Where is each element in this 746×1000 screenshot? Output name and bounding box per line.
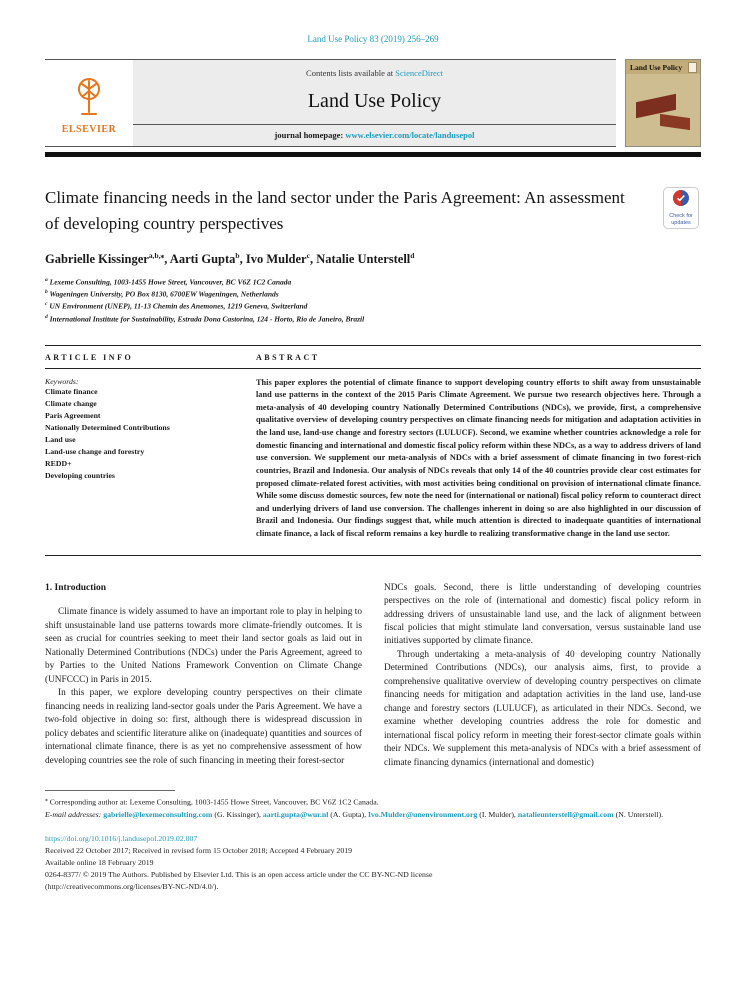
affiliation: $^b$ Wageningen University, PO Box 8130, 6700EW Wageningen, Netherlands: [45, 289, 279, 299]
email-link[interactable]: gabrielle@lexemeconsulting.com: [103, 809, 213, 819]
author: Aarti Gupta$^b$,: [169, 251, 246, 267]
keyword: Developing countries: [45, 471, 115, 481]
paragraph: In this paper, we explore developing country perspectives on their climate financing needs in realizing land-sector goals under the Paris Agreement. We have a two-fold objective in doing so: first, although there is widespread discussion in policy debates and scientific literature alike on (inadequate) quantities and sources of international climate finance, there is as yet no comprehensive assessment of how developing countries see the role of such financing in meeting their forest-sector: [45, 688, 362, 766]
footnote-block: [45, 790, 701, 821]
keyword: Land use: [45, 434, 76, 444]
affiliation-list: [45, 276, 701, 325]
affiliation: $^d$ International Institute for Sustainability, Estrada Dona Castorina, 124 - Horto, Rio de Janeiro, Brazil: [45, 313, 365, 324]
homepage-line: [133, 124, 616, 146]
sciencedirect-link[interactable]: ScienceDirect: [395, 68, 443, 78]
header-divider-bar: [45, 152, 701, 157]
cover-title: Land Use Policy: [626, 60, 700, 74]
article-info-heading: ARTICLE INFO: [45, 352, 134, 362]
journal-title: Land Use Policy: [307, 89, 442, 112]
article-info-abstract-section: [45, 345, 701, 556]
elsevier-logo[interactable]: [45, 60, 133, 146]
paragraph: Climate finance is widely assumed to have an important role to play in helping to shift unsustainable land use patterns towards more climate-friendly outcomes. It is seen as crucial for countries seeking to meet their land sector goals as laid out in Nationally Determined Contributions (NDCs) under the Paris Agreement, agreed to by Parties to the United Nations Framework Convention on Climate Change (UNFCCC) in Paris in 2015.: [45, 607, 362, 685]
abstract-text: This paper explores the potential of climate finance to support developing country efforts to shift away from unsustainable land use patterns in the context of the 2015 Paris Climate Agreement. We pursue two research objectives here. Through a meta-analysis of 40 developing country Nationally Determined Contributions (NDCs), we provide, first, a comprehensive qualitative overview of developing country perspectives on climate financing needs for mitigation and adaptation activities in the land use, land-use change and forestry sectors (LULUCF). Second, we examine whether countries acknowledge a role for domestic financing and international and domestic fiscal policy reform within these NDCs, as a way to address drivers of land use conversion. We supplement our meta-analysis of NDCs with a brief assessment of climate financing in two forest-rich countries, Brazil and Indonesia. Our analysis of NDCs reveals that only 14 of the 40 countries provide clear cost estimates for proposed climate-related forest activities, with most activities being conditional on provision of international climate finance. While some discuss domestic sources, few note the need for (international or national) fiscal policy reform to counteract direct and underlying drivers of land use conversion. The challenges inherent in doing so are also highlighted in our discussion of Brazil and Indonesia. Our findings suggest that, while much attention is directed to inadequate quantities of international climate finance, a lack of fiscal reform remains a key hurdle to realizing transformative change in the land use sector.: [256, 377, 701, 538]
email-link[interactable]: natalieunterstell@gmail.com: [517, 809, 614, 819]
homepage-link[interactable]: www.elsevier.com/locate/landusepol: [345, 130, 475, 140]
email-link[interactable]: Ivo.Mulder@unenvironment.org: [367, 809, 478, 819]
keyword: Climate change: [45, 398, 97, 408]
crossmark-icon: [673, 190, 689, 211]
meta-body-row: [45, 369, 701, 556]
doi-link[interactable]: https://doi.org/10.1016/j.landusepol.2019.02.007: [45, 833, 198, 843]
article-title: Climate financing needs in the land sector under the Paris Agreement: An assessment of developing country perspectives: [45, 188, 625, 233]
check-badge-label: Check for updates: [669, 212, 693, 226]
affiliation: $^c$ UN Environment (UNEP), 11-13 Chemin des Anemones, 1219 Geneva, Switzerland: [45, 301, 308, 311]
contents-prefix: Contents lists available at: [306, 68, 396, 78]
elsevier-wordmark: ELSEVIER: [61, 124, 117, 135]
elsevier-tree-icon: [71, 75, 107, 122]
banner-main: [45, 59, 616, 147]
left-column: [45, 582, 362, 771]
paragraph: Through undertaking a meta-analysis of 40 developing country Nationally Determined Contributions (NDCs), our analysis aims, first, to provide a comprehensive qualitative overview of developing country perspectives on climate financing needs for mitigation and adaptation activities in the land use, land-use change and forestry sectors (LULUCF), as articulated in their NDCs. Second, we examine whether developing countries address the role for domestic and international fiscal policy reform in meeting their forest-sector climate goals within their NDCs. We supplement this meta-analysis of NDCs with a brief assessment of climate financing dynamics (international and domestic): [384, 649, 701, 768]
email-addresses-note: E-mail addresses: gabrielle@lexemeconsulting.com (G. Kissinger), aarti.gupta@wur.nl (A. Gupta), Ivo.Mulder@unenvironment.org (I. Mulder), natalieunterstell@gmail.com (N. Unterstell).: [45, 809, 664, 819]
cover-art-shape: [660, 114, 690, 130]
keywords-block: [45, 377, 240, 541]
contents-line: [306, 68, 443, 78]
main-text: [45, 582, 701, 771]
received-dates: Received 22 October 2017; Received in revised form 15 October 2018; Accepted 4 February 2019: [45, 845, 353, 855]
footnote-rule: [45, 790, 175, 791]
keyword: Nationally Determined Contributions: [45, 422, 170, 432]
meta-headings-row: [45, 346, 701, 369]
author: Ivo Mulder$^c$,: [245, 251, 317, 267]
journal-citation: Land Use Policy 83 (2019) 256–269: [307, 34, 439, 44]
title-block: [45, 185, 701, 236]
check-for-updates-badge[interactable]: [663, 187, 699, 229]
journal-banner: [45, 59, 701, 147]
keywords-label: Keywords:: [45, 376, 79, 386]
section-heading: 1. Introduction: [45, 582, 107, 593]
cover-corner-badge: [688, 62, 697, 73]
author-list: [45, 251, 701, 267]
journal-cover-thumbnail[interactable]: [625, 59, 701, 147]
keyword: REDD+: [45, 459, 72, 469]
author: Gabrielle Kissinger$^{a,b,⁎}$,: [45, 251, 170, 267]
keyword: Climate finance: [45, 386, 98, 396]
keyword: Land-use change and forestry: [45, 447, 145, 457]
copyright-line: 0264-8377/ © 2019 The Authors. Published by Elsevier Ltd. This is an open access article under the CC BY-NC-ND license: [45, 870, 433, 880]
homepage-prefix: journal homepage:: [274, 130, 346, 140]
imprint-block: [45, 833, 701, 893]
email-link[interactable]: aarti.gupta@wur.nl: [262, 809, 329, 819]
paragraph: NDCs goals. Second, there is little understanding of developing countries perspectives on the role of (international and domestic) fiscal policy reform in addressing drivers of unsustainable land use, and the lack of alignment between fiscal policies that might stimulate land conversation, versus sustainable land use initiatives supported by climate finance.: [384, 582, 701, 647]
affiliation: $^a$ Lexeme Consulting, 1003-1455 Howe Street, Vancouver, BC V6Z 1C2 Canada: [45, 277, 292, 287]
right-column: [384, 582, 701, 771]
banner-center: [133, 60, 616, 146]
author: Natalie Unterstell$^d$: [316, 251, 415, 267]
corresponding-author-note: ⁎ Corresponding author at: Lexeme Consulting, 1003-1455 Howe Street, Vancouver, BC V6Z 1C2 Canada.: [45, 797, 379, 807]
available-online: Available online 18 February 2019: [45, 858, 154, 868]
keyword: Paris Agreement: [45, 410, 101, 420]
license-url: (http://creativecommons.org/licenses/BY-NC-ND/4.0/).: [45, 882, 219, 892]
abstract-heading: ABSTRACT: [256, 352, 320, 362]
